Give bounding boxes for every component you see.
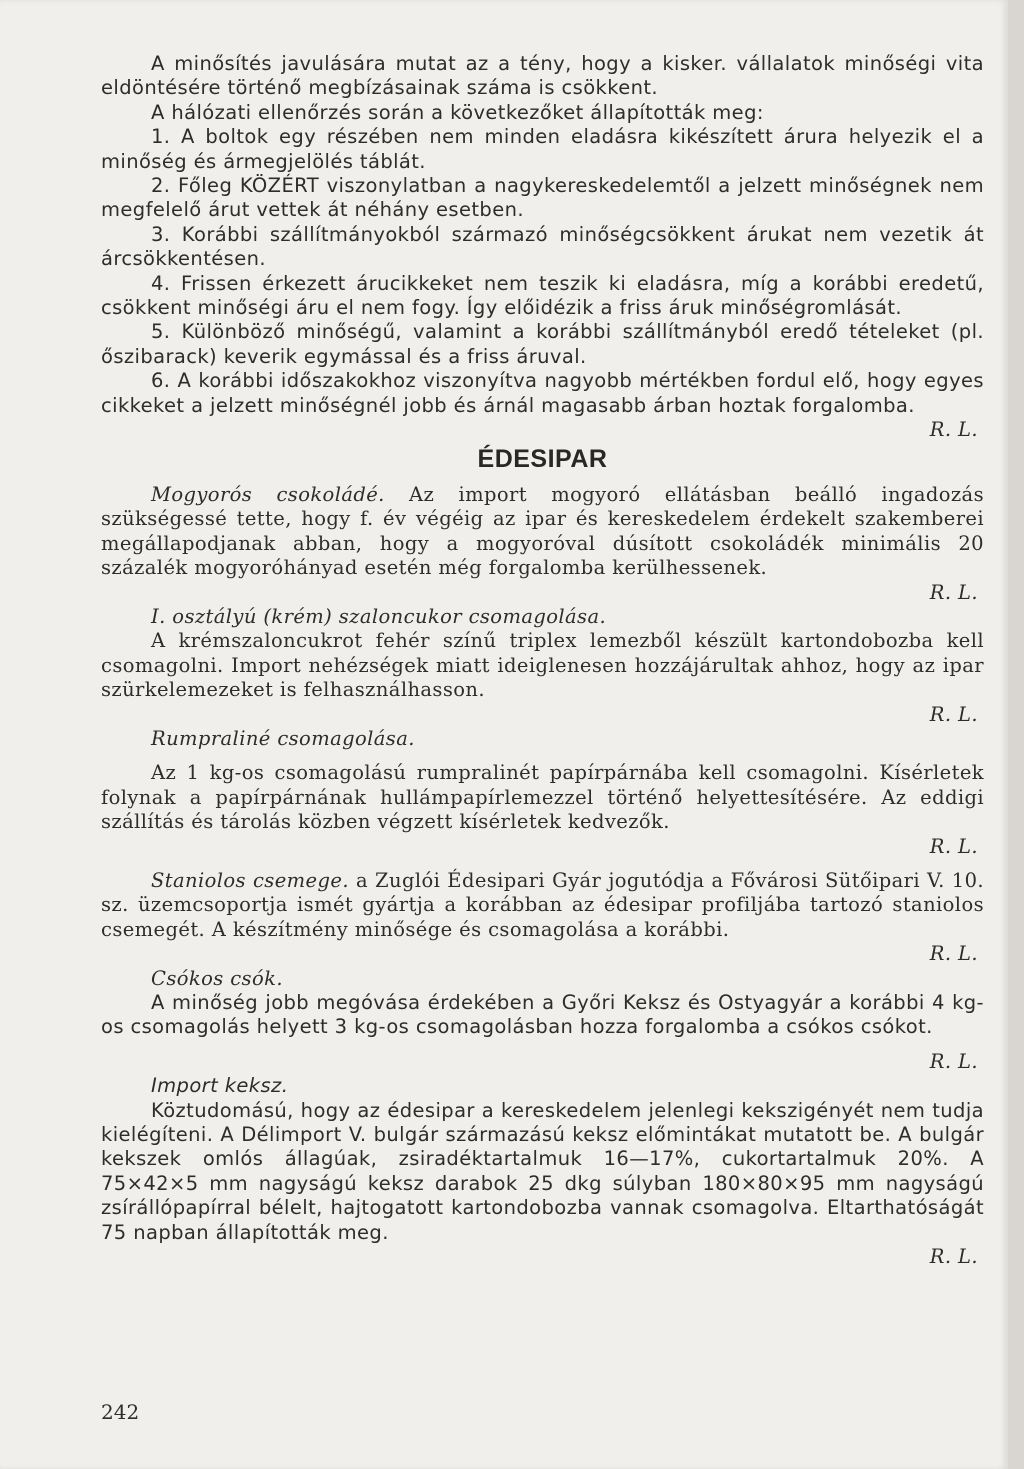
list-item-1: 1. A boltok egy részében nem minden eladásra kikészített árura helyezik el a minőség és ármegjelölés táblát.	[101, 125, 984, 173]
list-item-3: 3. Korábbi szállítmányokból származó minőségcsökkent árukat nem vezetik át árcsökkentésen.	[101, 222, 984, 271]
paragraph-rumpraline: Az 1 kg-os csomagolású rumpralinét papírpárnába kell csomagolni. Kísérletek folynak a papírpárnának hullámpapírlemezzel történő helyettesítésére. Az eddigi szállítás és tárolás közben végzett kísérletek kedvezők.	[101, 761, 984, 834]
paragraph-mogyoros	[101, 483, 984, 581]
signature-initials: R. L.	[929, 580, 978, 604]
list-item-2: 2. Főleg KÖZÉRT viszonylatban a nagykereskedelemtől a jelzett minőségnek nem megfelelő árut vettek át néhány esetben.	[101, 174, 984, 222]
lead-mogyoros: Mogyorós csokoládé.	[151, 482, 385, 506]
lead-staniolos: Staniolos csemege.	[151, 869, 349, 892]
body-mogyoros: Az import mogyoró ellátásban beálló ingadozás szükségessé tette, hogy f. év végéig az ipar és kereskedelem érdekelt szakemberei megállapodjanak abban, hogy a mogyoróval dúsított csokoládék minimális 20 százalék mogyoróhányad esetén még forgalomba kerülhessenek.	[101, 482, 984, 580]
subheading-szaloncukor: I. osztályú (krém) szaloncukor csomagolása.	[151, 604, 607, 628]
page-number: 242	[101, 1400, 140, 1424]
list-item-6: 6. A korábbi időszakokhoz viszonyítva nagyobb mértékben fordul elő, hogy egyes cikkeket a jelzett minőségnél jobb és árnál magasabb árban hoztak forgalomba.	[101, 369, 984, 417]
paragraph-quality-improvement: A minősítés javulására mutat az a tény, hogy a kisker. vállalatok minőségi vita eldöntésére történő megbízásainak száma is csökkent.	[101, 52, 984, 100]
paragraph-import-keksz: Köztudomású, hogy az édesipar a kereskedelem jelenlegi kekszigényét nem tudja kielégíteni. A Délimport V. bulgár származású keksz előmintákat mutatott be. A bulgár kekszek omlós állagúak, zsiradéktartalmuk 16—17%, cukortartalmuk 20%. A 75×42×5 mm nagyságú keksz darabok 25 dkg súlyban 180×80×95 mm nagyságú zsírállópapírral bélelt, hajtogatott kartondobozba vannak csomagolva. Eltarthatóságát 75 napban állapították meg.	[101, 1098, 984, 1244]
signature-initials: R. L.	[929, 702, 978, 726]
subheading-csokos: Csókos csók.	[151, 966, 283, 990]
signature-initials: R. L.	[929, 418, 978, 442]
subheading-import-keksz: Import keksz.	[151, 1074, 289, 1098]
body-staniolos: a Zuglói Édesipari Gyár jogutódja a Fővárosi Sütőipari V. 10. sz. üzemcsoportja ismét gyártja a korábban az édesipar profiljába tartozó staniolos csemegét. A készítmény minősége és csomagolása a korábbi.	[101, 869, 984, 941]
paragraph-staniolos	[101, 869, 984, 942]
signature-initials: R. L.	[929, 1049, 978, 1073]
paragraph-inspection-intro: A hálózati ellenőrzés során a következőket állapították meg:	[151, 100, 764, 124]
paragraph-szaloncukor: A krémszaloncukrot fehér színű triplex lemezből készült kartondobozba kell csomagolni. Import nehézségek miatt ideiglenesen hozzájárultak ahhoz, hogy az ipar szürkelemezeket is felhasználhasson.	[101, 629, 984, 702]
list-item-5: 5. Különböző minőségű, valamint a korábbi szállítmányból eredő tételeket (pl. őszibarack) keverik egymással és a friss áruval.	[101, 320, 984, 368]
subheading-rumpraline: Rumpraliné csomagolása.	[151, 726, 415, 750]
list-item-4: 4. Frissen érkezett árucikkeket nem teszik ki eladásra, míg a korábbi eredetű, csökkent minőségi áru el nem fogy. Így előidézik a friss áruk minőségromlását.	[101, 271, 984, 320]
signature-initials: R. L.	[929, 1245, 978, 1269]
paragraph-csokos: A minőség jobb megóvása érdekében a Győri Keksz és Ostyagyár a korábbi 4 kg-os csomagolás helyett 3 kg-os csomagolásban hozza forgalomba a csókos csókot.	[101, 991, 984, 1039]
section-title: ÉDESIPAR	[477, 444, 608, 473]
signature-initials: R. L.	[929, 942, 978, 966]
page-body	[101, 52, 984, 1270]
signature-initials: R. L.	[929, 834, 978, 858]
